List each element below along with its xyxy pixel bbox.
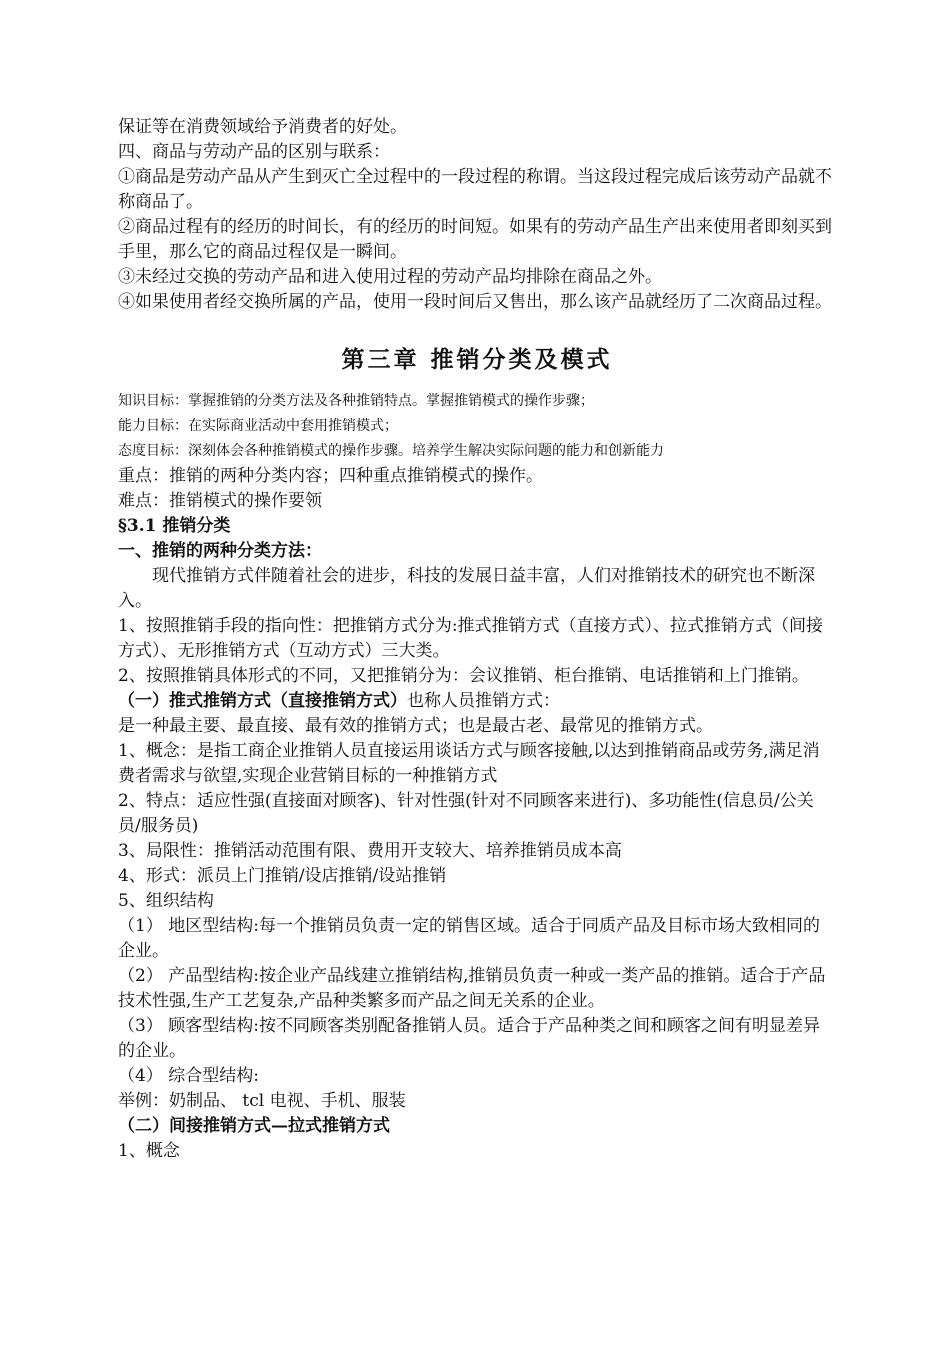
push-description: 是一种最主要、最直接、最有效的推销方式；也是最古老、最常见的推销方式。 xyxy=(118,716,713,736)
classification-item-1: 1、按照推销手段的指向性：把推销方式分为:推式推销方式（直接方式）、拉式推销方式（间接方式）、无形推销方式（互动方式）三大类。 xyxy=(118,616,824,661)
list-item: ④如果使用者经交换所属的产品，使用一段时间后又售出，那么该产品就经历了二次商品过程。 xyxy=(118,292,832,312)
push-features: 2、特点：适应性强(直接面对顾客)、针对性强(针对不同顾客来进行)、多功能性(信息员/公关员/服务员) xyxy=(118,791,814,836)
attitude-objective: 态度目标：深刻体会各种推销模式的操作步骤。培养学生解决实际问题的能力和创新能力 xyxy=(118,443,664,459)
org-structure-3: （3） 顾客型结构:按不同顾客类别配备推销人员。适合于产品种类之间和顾客之间有明显差异的企业。 xyxy=(118,1016,820,1061)
classification-item-2: 2、按照推销具体形式的不同，又把推销分为：会议推销、柜台推销、电话推销和上门推销。 xyxy=(118,666,809,686)
knowledge-objective: 知识目标：掌握推销的分类方法及各种推销特点。掌握推销模式的操作步骤； xyxy=(118,393,594,409)
chapter-title: 第三章 推销分类及模式 xyxy=(341,346,613,373)
org-structure-2: （2） 产品型结构:按企业产品线建立推销结构,推销员负责一种或一类产品的推销。适合于产品技术性强,生产工艺复杂,产品种类繁多而产品之间无关系的企业。 xyxy=(118,966,826,1011)
pull-concept: 1、概念 xyxy=(118,1141,180,1161)
push-example: 举例：奶制品、 tcl 电视、手机、服装 xyxy=(118,1091,406,1111)
org-structure-4: （4） 综合型结构: xyxy=(118,1066,259,1086)
section-title: §3.1 推销分类 xyxy=(118,516,231,536)
key-point: 重点：推销的两种分类内容；四种重点推销模式的操作。 xyxy=(118,466,543,486)
ability-objective: 能力目标：在实际商业活动中套用推销模式； xyxy=(118,418,398,434)
push-forms: 4、形式：派员上门推销/设店推销/设站推销 xyxy=(118,866,447,886)
text-line: 保证等在消费领域给予消费者的好处。 xyxy=(118,117,407,137)
org-structure-1: （1） 地区型结构:每一个推销员负责一定的销售区域。适合于同质产品及目标市场大致相同的企业。 xyxy=(118,916,820,961)
push-heading-bold: （一）推式推销方式（直接推销方式） xyxy=(118,691,407,711)
list-item: ②商品过程有的经历的时间长，有的经历的时间短。如果有的劳动产品生产出来使用者即刻买到手里，那么它的商品过程仅是一瞬间。 xyxy=(118,217,832,262)
intro-paragraph: 现代推销方式伴随着社会的进步，科技的发展日益丰富，人们对推销技术的研究也不断深入。 xyxy=(118,566,815,611)
document-page xyxy=(118,115,836,1164)
push-heading xyxy=(118,689,836,714)
pull-heading: （二）间接推销方式—拉式推销方式 xyxy=(118,1116,390,1136)
push-org: 5、组织结构 xyxy=(118,891,214,911)
push-heading-rest: 也称人员推销方式： xyxy=(407,691,560,711)
difficulty-point: 难点：推销模式的操作要领 xyxy=(118,491,322,511)
push-limits: 3、局限性：推销活动范围有限、费用开支较大、培养推销员成本高 xyxy=(118,841,622,861)
section-subtitle: 一、推销的两种分类方法： xyxy=(118,541,322,561)
section-heading: 四、商品与劳动产品的区别与联系： xyxy=(118,142,390,162)
push-concept: 1、概念：是指工商企业推销人员直接运用谈话方式与顾客接触,以达到推销商品或劳务,满足消费者需求与欲望,实现企业营销目标的一种推销方式 xyxy=(118,741,820,786)
list-item: ①商品是劳动产品从产生到灭亡全过程中的一段过程的称谓。当这段过程完成后该劳动产品就不称商品了。 xyxy=(118,167,832,212)
list-item: ③未经过交换的劳动产品和进入使用过程的劳动产品均排除在商品之外。 xyxy=(118,267,662,287)
